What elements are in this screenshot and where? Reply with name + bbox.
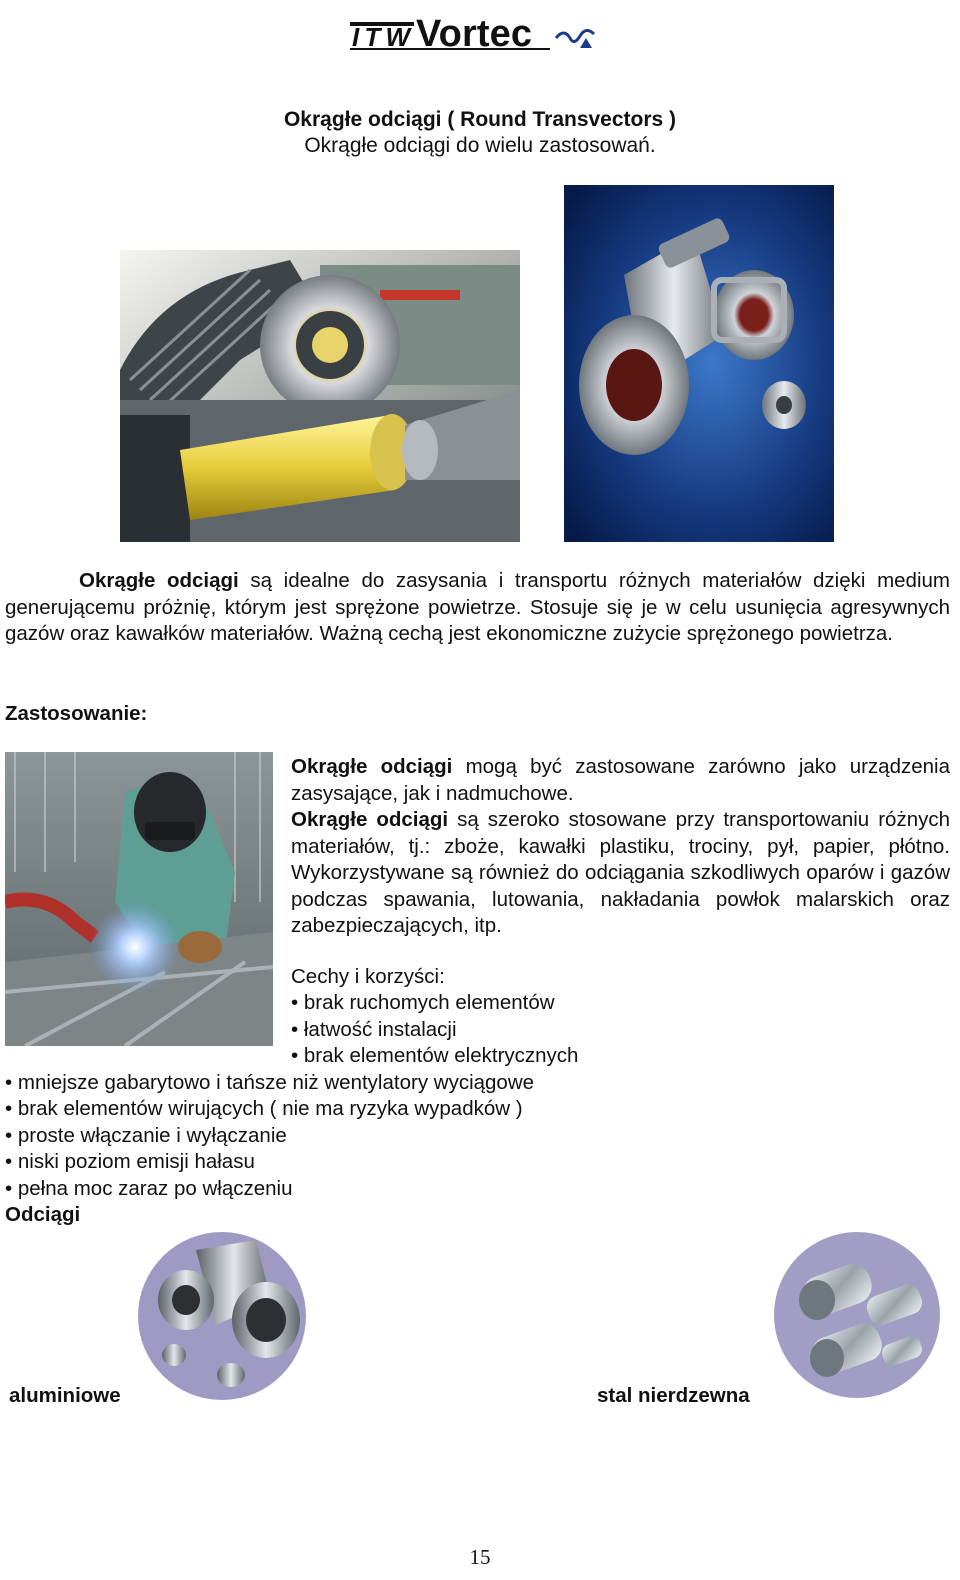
svg-text:Vortec: Vortec <box>416 13 532 54</box>
application-paragraph-2 <box>291 807 950 940</box>
features-heading: Cechy i korzyści: <box>291 965 445 988</box>
feature-item: • łatwość instalacji <box>291 1017 457 1041</box>
application-p2-text: są szeroko stosowane przy transportowaniu różnych materiałów, tj.: zboże, kawałki plastiku, trociny, pył, papier, płótno. Wykorzystywane są również do odciągania szkodliwych oparów i gazów podczas spawania, lutowania, nakładania powłok malarskich oraz zabezpieczających, itp. <box>291 808 950 937</box>
feature-item: • pełna moc zaraz po włączeniu <box>5 1176 293 1200</box>
feature-item: • brak ruchomych elementów <box>291 991 555 1015</box>
feature-item: • mniejsze gabarytowo i tańsze niż wentylatory wyciągowe <box>5 1071 535 1094</box>
caption-aluminium: aluminiowe <box>9 1384 121 1407</box>
round-transvectors-product-photo <box>564 185 834 542</box>
feature-item: • brak elementów elektrycznych <box>291 1044 579 1068</box>
features-list-right <box>291 964 578 1070</box>
application-p2-bold: Okrągłe odciągi <box>291 808 449 831</box>
feature-item: • brak elementów wirujących ( nie ma ryzyka wypadków ) <box>5 1097 523 1121</box>
application-paragraph-1 <box>291 754 950 807</box>
application-heading: Zastosowanie: <box>5 702 148 725</box>
application-p1-text: mogą być zastosowane zarówno jako urządzenia zasysające, jak i nadmuchowe. <box>291 755 950 805</box>
document-subtitle: Okrągłe odciągi do wielu zastosowań. <box>304 134 656 157</box>
feature-item: • proste włączanie i wyłączanie <box>5 1123 287 1147</box>
svg-text:ITW: ITW <box>352 22 410 52</box>
intro-paragraph <box>5 568 950 648</box>
aluminium-transvectors-photo <box>136 1230 308 1402</box>
stainless-transvectors-photo <box>772 1230 942 1400</box>
itw-vortec-logo <box>350 8 610 54</box>
feature-item: • niski poziom emisji hałasu <box>5 1150 255 1174</box>
page-number: 15 <box>469 1545 491 1569</box>
document-title: Okrągłe odciągi ( Round Transvectors ) <box>283 108 677 131</box>
intro-text: są idealne do zasysania i transportu różnych materiałów dzięki medium generującemu próżnię, którym jest sprężone powietrze. Stosuje się je w celu usunięcia agresywnych gazów oraz kawałków materiałów. Ważną cechą jest ekonomiczne zużycie sprężonego powietrza. <box>5 569 950 645</box>
intro-bold-term: Okrągłe odciągi <box>79 569 239 592</box>
caption-stainless: stal nierdzewna <box>597 1384 750 1407</box>
welder-photo <box>5 752 273 1046</box>
features-list-left <box>5 1070 534 1228</box>
application-p1-bold: Okrągłe odciągi <box>291 755 453 778</box>
application-text <box>291 754 950 940</box>
lathe-with-transvector-photo <box>120 250 520 542</box>
products-heading: Odciągi <box>5 1203 81 1227</box>
